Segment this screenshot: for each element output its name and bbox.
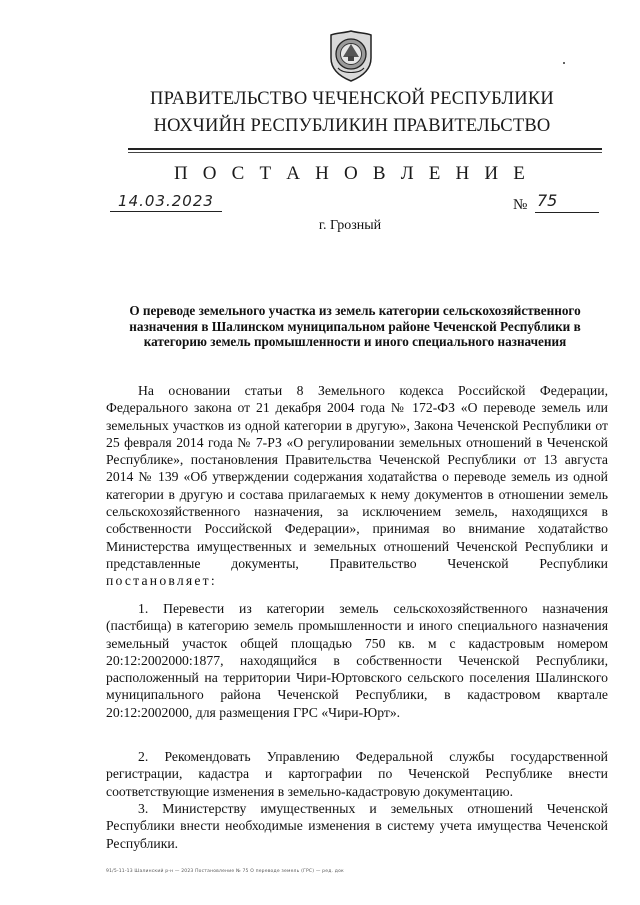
item-2-paragraph: 2. Рекомендовать Управлению Федеральной службы государственной регистрации, кадастра и картографии по Чеченской Республике внести соответствующие изменения в земельно-кадастровую документацию. <box>106 749 608 799</box>
header-divider-thin <box>128 152 602 153</box>
handwritten-date: 14.03.2023 <box>118 192 214 210</box>
item-1-paragraph: 1. Перевести из категории земель сельскохозяйственного назначения (пастбища) в категорию земель промышленности и иного специального назначения земельный участок общей площадью 750 кв. м с кадастровым номером 20:12:2002000:1877, находящийся в собственности Чеченской Республики, расположенный на территории Чири-Юртовского сельского поселения Шалинского муниципального района Чеченской Республики, в кадастровом квартале 20:12:2002000, для размещения ГРС «Чири-Юрт». <box>106 601 608 720</box>
resolves-word: постановляет: <box>106 573 217 589</box>
resolution-heading: О переводе земельного участка из земель категории сельскохозяйственного назначения в Шалинском муниципальном районе Чеченской Республики в категорию земель промышленности и иного специального назначения <box>129 303 581 349</box>
item-3-paragraph: 3. Министерству имущественных и земельных отношений Чеченской Республики внести необходимые изменения в систему учета имущества Чеченской Республики. <box>106 801 608 851</box>
city-name: г. Грозный <box>318 218 382 233</box>
footer-reference: 91/5-11-13 Шалинский р-н — 2023 Постановление № 75 О переводе земель (ГРС) — ред. док <box>106 869 344 874</box>
date-underline <box>110 211 222 212</box>
header-divider <box>128 148 602 150</box>
number-underline <box>535 212 599 213</box>
document-type-title: П О С Т А Н О В Л Е Н И Е <box>173 163 531 184</box>
government-name-russian: ПРАВИТЕЛЬСТВО ЧЕЧЕНСКОЙ РЕСПУБЛИКИ <box>150 89 554 109</box>
number-label: № <box>513 197 528 213</box>
coat-of-arms-emblem <box>329 30 373 82</box>
government-name-chechen: НОХЧИЙН РЕСПУБЛИКИН ПРАВИТЕЛЬСТВО <box>153 116 551 136</box>
preamble-paragraph <box>106 382 608 590</box>
handwritten-number: 75 <box>537 191 558 210</box>
preamble-text: На основании статьи 8 Земельного кодекса Российской Федерации, Федерального закона от 21 декабря 2004 года № 172-ФЗ «О переводе земель или земельных участков из одной категории в другую», Закона Чеченской Республики от 25 февраля 2014 года № 7-РЗ «О регулировании земельных отношений в Чеченской Республике», постановления Правительства Чеченской Республики от 13 августа 2014 № 139 «Об утверждении содержания ходатайства о переводе земель из одной категории в другую и состава прилагаемых к нему документов в отношении земель сельскохозяйственного назначения, за исключением земель, находящихся в собственности Российской Федерации», принимая во внимание ходатайство Министерства имущественных и земельных отношений Чеченской Республики и представленные документы, Правительство Чеченской Республики <box>106 383 608 571</box>
scan-speck <box>563 62 565 64</box>
